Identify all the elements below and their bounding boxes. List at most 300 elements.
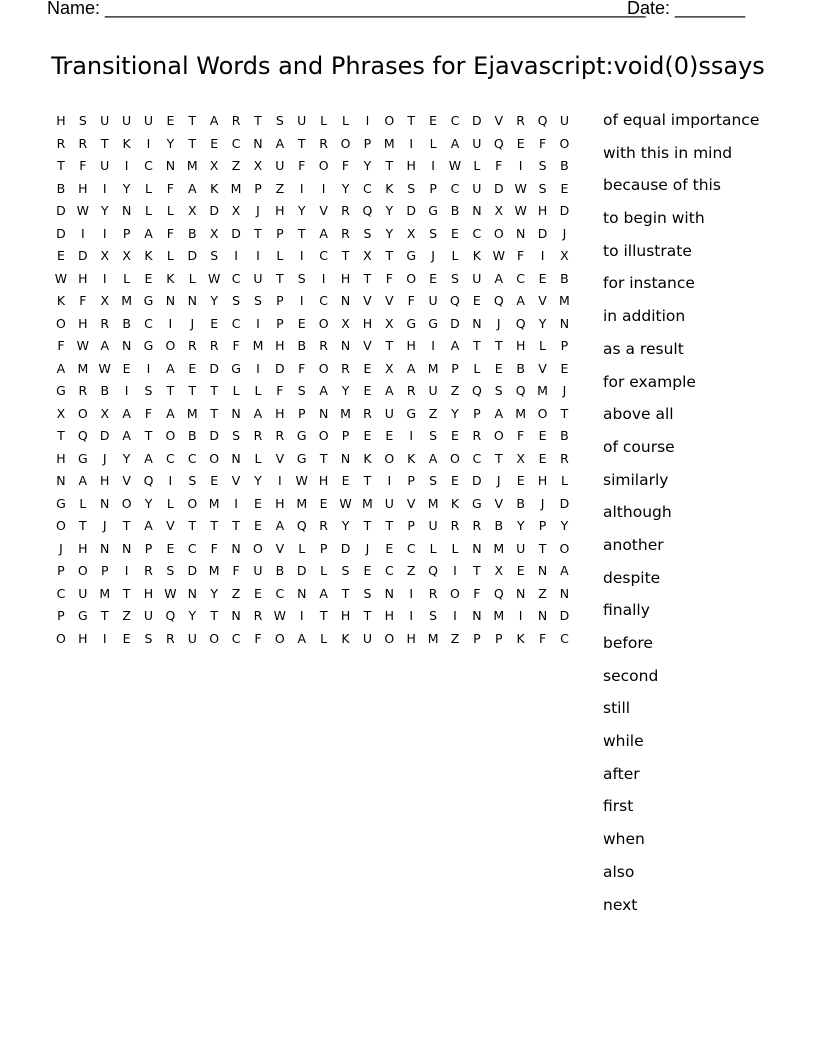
grid-letter[interactable]: R (341, 360, 350, 376)
grid-letter[interactable]: V (406, 495, 416, 511)
grid-letter[interactable]: L (232, 383, 240, 398)
grid-letter[interactable]: D (472, 473, 482, 488)
grid-letter[interactable]: C (363, 180, 372, 196)
grid-letter[interactable]: C (406, 540, 416, 556)
grid-letter[interactable]: N (165, 158, 176, 173)
grid-letter[interactable]: E (210, 315, 219, 331)
grid-letter[interactable]: K (341, 630, 350, 646)
grid-letter[interactable]: L (560, 473, 568, 488)
grid-letter[interactable]: E (560, 180, 569, 196)
grid-letter[interactable]: E (363, 428, 372, 443)
grid-letter[interactable]: D (406, 203, 417, 218)
grid-letter[interactable]: U (428, 518, 438, 533)
grid-letter[interactable]: O (406, 270, 417, 286)
grid-letter[interactable]: O (274, 630, 285, 646)
grid-letter[interactable]: K (516, 630, 525, 646)
grid-letter[interactable]: X (231, 203, 241, 218)
grid-letter[interactable]: N (121, 203, 132, 218)
grid-letter[interactable]: T (188, 518, 197, 533)
grid-letter[interactable]: G (296, 428, 307, 443)
grid-letter[interactable]: M (427, 630, 439, 646)
grid-letter[interactable]: U (297, 113, 307, 128)
grid-letter[interactable]: G (56, 383, 66, 398)
grid-letter[interactable]: L (166, 203, 174, 218)
grid-letter[interactable]: U (143, 608, 154, 623)
grid-letter[interactable]: M (340, 405, 351, 421)
grid-letter[interactable]: D (209, 428, 219, 443)
grid-letter[interactable]: R (209, 338, 219, 353)
grid-letter[interactable]: T (122, 518, 131, 533)
grid-letter[interactable]: Q (428, 563, 438, 578)
grid-letter[interactable]: T (254, 113, 262, 128)
grid-letter[interactable]: V (494, 495, 504, 511)
grid-letter[interactable]: O (187, 495, 198, 511)
grid-letter[interactable]: H (406, 338, 416, 353)
grid-letter[interactable]: Z (450, 630, 460, 646)
grid-letter[interactable]: O (56, 630, 66, 646)
grid-letter[interactable]: K (363, 450, 372, 466)
grid-letter[interactable]: S (253, 293, 262, 308)
grid-letter[interactable]: I (409, 428, 414, 443)
grid-letter[interactable]: E (319, 495, 328, 511)
grid-letter[interactable]: Z (231, 158, 241, 173)
grid-letter[interactable]: I (365, 113, 370, 128)
grid-letter[interactable]: L (473, 360, 481, 376)
grid-letter[interactable]: V (363, 338, 372, 353)
grid-letter[interactable]: U (472, 135, 482, 151)
grid-letter[interactable]: D (340, 540, 351, 556)
grid-letter[interactable]: P (473, 630, 481, 646)
grid-letter[interactable]: G (143, 293, 154, 308)
grid-letter[interactable]: O (165, 428, 176, 443)
grid-letter[interactable]: O (450, 450, 460, 466)
grid-letter[interactable]: E (516, 473, 525, 488)
grid-letter[interactable]: H (362, 315, 373, 331)
grid-letter[interactable]: I (102, 630, 107, 646)
grid-letter[interactable]: Z (450, 383, 460, 398)
grid-letter[interactable]: H (143, 585, 154, 601)
grid-letter[interactable]: E (560, 360, 569, 376)
grid-letter[interactable]: M (77, 360, 89, 376)
grid-letter[interactable]: E (210, 135, 219, 151)
grid-letter[interactable]: A (209, 113, 219, 128)
grid-letter[interactable]: P (144, 540, 153, 556)
grid-letter[interactable]: Q (450, 293, 460, 308)
grid-letter[interactable]: T (560, 405, 569, 421)
grid-letter[interactable]: W (295, 473, 308, 488)
grid-letter[interactable]: T (363, 473, 372, 488)
grid-letter[interactable]: C (450, 113, 460, 128)
grid-letter[interactable]: R (472, 428, 482, 443)
grid-letter[interactable]: N (472, 315, 482, 331)
grid-letter[interactable]: O (340, 135, 351, 151)
grid-letter[interactable]: E (210, 473, 219, 488)
grid-letter[interactable]: D (493, 180, 504, 196)
grid-letter[interactable]: Y (188, 608, 197, 623)
grid-letter[interactable]: W (98, 360, 111, 376)
grid-letter[interactable]: E (56, 248, 65, 263)
grid-letter[interactable]: T (297, 225, 306, 241)
grid-letter[interactable]: T (254, 225, 262, 241)
grid-letter[interactable]: I (146, 135, 151, 151)
grid-letter[interactable]: Y (122, 180, 131, 196)
grid-letter[interactable]: A (166, 360, 175, 376)
grid-letter[interactable]: X (100, 405, 110, 421)
grid-letter[interactable]: F (79, 158, 87, 173)
grid-letter[interactable]: R (78, 135, 88, 151)
grid-letter[interactable]: F (407, 293, 415, 308)
grid-letter[interactable]: M (559, 293, 570, 308)
grid-letter[interactable]: I (518, 608, 523, 623)
grid-letter[interactable]: D (559, 203, 570, 218)
grid-letter[interactable]: D (450, 315, 460, 331)
grid-letter[interactable]: J (562, 225, 567, 241)
grid-letter[interactable]: E (472, 293, 481, 308)
grid-letter[interactable]: F (495, 158, 503, 173)
grid-letter[interactable]: Q (537, 113, 548, 128)
grid-letter[interactable]: W (339, 495, 352, 511)
grid-letter[interactable]: P (57, 563, 65, 578)
grid-letter[interactable]: S (494, 383, 503, 398)
grid-letter[interactable]: N (515, 585, 526, 601)
grid-letter[interactable]: F (166, 225, 174, 241)
grid-letter[interactable]: H (275, 203, 285, 218)
grid-letter[interactable]: C (384, 563, 394, 578)
grid-letter[interactable]: P (254, 180, 262, 196)
grid-letter[interactable]: T (363, 270, 372, 286)
grid-letter[interactable]: P (276, 293, 284, 308)
grid-letter[interactable]: I (431, 158, 435, 173)
grid-letter[interactable]: R (253, 428, 263, 443)
grid-letter[interactable]: P (407, 473, 415, 488)
grid-letter[interactable]: G (428, 203, 438, 218)
grid-letter[interactable]: N (537, 563, 548, 578)
grid-letter[interactable]: N (515, 225, 526, 241)
grid-letter[interactable]: N (472, 540, 482, 556)
grid-letter[interactable]: O (318, 158, 329, 173)
grid-letter[interactable]: B (516, 360, 525, 376)
grid-letter[interactable]: K (122, 135, 131, 151)
grid-letter[interactable]: L (539, 338, 547, 353)
grid-letter[interactable]: L (451, 248, 459, 263)
grid-letter[interactable]: J (190, 315, 195, 331)
grid-letter[interactable]: G (77, 608, 88, 623)
grid-letter[interactable]: J (102, 518, 107, 533)
grid-letter[interactable]: N (472, 203, 482, 218)
grid-letter[interactable]: B (56, 180, 66, 196)
grid-letter[interactable]: T (538, 540, 547, 556)
grid-letter[interactable]: T (494, 338, 503, 353)
grid-letter[interactable]: M (493, 608, 505, 623)
grid-letter[interactable]: T (407, 113, 416, 128)
grid-letter[interactable]: I (387, 473, 392, 488)
grid-letter[interactable]: I (168, 473, 173, 488)
grid-letter[interactable]: M (383, 135, 395, 151)
grid-letter[interactable]: H (78, 315, 88, 331)
grid-letter[interactable]: X (494, 563, 504, 578)
grid-letter[interactable]: R (319, 518, 328, 533)
grid-letter[interactable]: O (493, 225, 504, 241)
grid-letter[interactable]: U (472, 270, 482, 286)
grid-letter[interactable]: P (276, 225, 284, 241)
grid-letter[interactable]: Y (538, 315, 547, 331)
grid-letter[interactable]: M (296, 495, 308, 511)
grid-letter[interactable]: S (232, 428, 241, 443)
grid-letter[interactable]: Z (538, 585, 547, 601)
grid-letter[interactable]: T (385, 338, 394, 353)
grid-letter[interactable]: A (560, 563, 569, 578)
grid-letter[interactable]: F (144, 405, 153, 421)
grid-letter[interactable]: J (256, 203, 260, 218)
grid-letter[interactable]: E (494, 360, 503, 376)
grid-letter[interactable]: T (100, 608, 109, 623)
grid-letter[interactable]: D (559, 608, 570, 623)
grid-letter[interactable]: G (77, 450, 88, 466)
grid-letter[interactable]: F (473, 585, 481, 601)
grid-letter[interactable]: I (102, 270, 107, 286)
grid-letter[interactable]: L (342, 113, 349, 128)
grid-letter[interactable]: I (518, 158, 523, 173)
grid-letter[interactable]: I (321, 180, 326, 196)
grid-letter[interactable]: Q (471, 383, 482, 398)
grid-letter[interactable]: A (144, 450, 153, 466)
grid-letter[interactable]: T (473, 563, 481, 578)
grid-letter[interactable]: C (144, 158, 153, 173)
grid-letter[interactable]: A (144, 518, 153, 533)
grid-letter[interactable]: P (297, 405, 306, 421)
grid-letter[interactable]: S (341, 563, 350, 578)
grid-letter[interactable]: E (144, 270, 153, 286)
grid-letter[interactable]: U (143, 113, 154, 128)
grid-letter[interactable]: C (319, 248, 328, 263)
grid-letter[interactable]: J (540, 495, 545, 511)
grid-letter[interactable]: S (144, 383, 153, 398)
grid-letter[interactable]: S (144, 630, 153, 646)
grid-letter[interactable]: S (429, 225, 438, 241)
grid-letter[interactable]: V (538, 293, 547, 308)
grid-letter[interactable]: D (559, 495, 570, 511)
grid-letter[interactable]: X (209, 158, 219, 173)
grid-letter[interactable]: Y (166, 135, 175, 151)
grid-letter[interactable]: T (210, 383, 218, 398)
grid-letter[interactable]: E (188, 360, 197, 376)
grid-letter[interactable]: H (56, 113, 66, 128)
grid-letter[interactable]: H (78, 540, 88, 556)
grid-letter[interactable]: N (187, 293, 197, 308)
grid-letter[interactable]: I (124, 563, 129, 578)
grid-letter[interactable]: U (78, 585, 88, 601)
grid-letter[interactable]: T (188, 113, 197, 128)
grid-letter[interactable]: J (365, 540, 370, 556)
grid-letter[interactable]: X (341, 315, 350, 331)
grid-letter[interactable]: W (448, 158, 462, 173)
grid-letter[interactable]: H (406, 158, 416, 173)
grid-letter[interactable]: E (363, 360, 372, 376)
grid-letter[interactable]: G (406, 248, 417, 263)
grid-letter[interactable]: K (56, 293, 66, 308)
grid-letter[interactable]: A (319, 383, 328, 398)
grid-letter[interactable]: V (231, 473, 241, 488)
grid-letter[interactable]: Y (363, 158, 372, 173)
grid-letter[interactable]: I (278, 473, 282, 488)
grid-letter[interactable]: C (231, 135, 241, 151)
grid-letter[interactable]: A (188, 180, 197, 196)
grid-letter[interactable]: H (78, 630, 88, 646)
grid-letter[interactable]: N (384, 585, 394, 601)
grid-letter[interactable]: E (538, 428, 547, 443)
grid-letter[interactable]: Y (341, 383, 350, 398)
grid-letter[interactable]: K (144, 248, 153, 263)
grid-letter[interactable]: L (320, 563, 328, 578)
grid-letter[interactable]: E (254, 585, 262, 601)
grid-letter[interactable]: R (100, 315, 110, 331)
grid-letter[interactable]: F (232, 338, 240, 353)
grid-letter[interactable]: A (297, 630, 307, 646)
grid-letter[interactable]: I (409, 608, 414, 623)
grid-letter[interactable]: U (384, 405, 394, 421)
grid-letter[interactable]: W (207, 270, 221, 286)
grid-letter[interactable]: U (122, 113, 132, 128)
grid-letter[interactable]: B (122, 315, 131, 331)
grid-letter[interactable]: E (385, 428, 394, 443)
grid-letter[interactable]: X (363, 248, 372, 263)
grid-letter[interactable]: D (537, 225, 548, 241)
grid-letter[interactable]: X (100, 293, 110, 308)
grid-letter[interactable]: C (231, 630, 241, 646)
grid-letter[interactable]: T (297, 135, 306, 151)
grid-letter[interactable]: D (56, 225, 66, 241)
grid-letter[interactable]: N (231, 450, 241, 466)
grid-letter[interactable]: A (122, 405, 131, 421)
grid-letter[interactable]: N (559, 585, 570, 601)
grid-letter[interactable]: L (254, 383, 262, 398)
grid-letter[interactable]: O (559, 540, 570, 556)
grid-letter[interactable]: H (340, 270, 351, 286)
grid-letter[interactable]: L (254, 450, 262, 466)
grid-letter[interactable]: I (431, 338, 435, 353)
grid-letter[interactable]: U (100, 158, 110, 173)
grid-letter[interactable]: U (559, 113, 569, 128)
grid-letter[interactable]: O (450, 585, 460, 601)
grid-letter[interactable]: W (76, 338, 90, 353)
grid-letter[interactable]: E (429, 113, 438, 128)
grid-letter[interactable]: O (537, 405, 548, 421)
grid-letter[interactable]: D (231, 225, 241, 241)
grid-letter[interactable]: N (253, 135, 263, 151)
grid-letter[interactable]: Q (296, 518, 307, 533)
grid-letter[interactable]: N (100, 540, 110, 556)
grid-letter[interactable]: C (187, 450, 197, 466)
grid-letter[interactable]: S (538, 180, 547, 196)
grid-letter[interactable]: K (210, 180, 219, 196)
grid-letter[interactable]: U (187, 630, 197, 646)
grid-letter[interactable]: E (516, 563, 525, 578)
grid-letter[interactable]: Y (516, 518, 525, 533)
grid-letter[interactable]: N (56, 473, 66, 488)
grid-letter[interactable]: S (363, 585, 372, 601)
grid-letter[interactable]: X (100, 248, 110, 263)
grid-letter[interactable]: Z (275, 180, 285, 196)
grid-letter[interactable]: T (210, 405, 218, 421)
grid-letter[interactable]: O (559, 135, 570, 151)
grid-letter[interactable]: S (166, 563, 175, 578)
grid-letter[interactable]: Q (362, 203, 373, 218)
grid-letter[interactable]: E (538, 450, 547, 466)
grid-letter[interactable]: U (384, 495, 394, 511)
grid-letter[interactable]: S (188, 473, 197, 488)
grid-letter[interactable]: I (102, 180, 107, 196)
grid-letter[interactable]: H (318, 473, 329, 488)
grid-letter[interactable]: G (406, 315, 417, 331)
grid-letter[interactable]: S (429, 428, 438, 443)
grid-letter[interactable]: A (253, 405, 263, 421)
grid-letter[interactable]: L (451, 540, 459, 556)
grid-letter[interactable]: Z (231, 585, 241, 601)
grid-letter[interactable]: A (428, 450, 438, 466)
grid-letter[interactable]: N (340, 450, 351, 466)
grid-letter[interactable]: D (472, 113, 482, 128)
grid-letter[interactable]: I (299, 180, 304, 196)
grid-letter[interactable]: N (231, 608, 241, 623)
grid-letter[interactable]: L (429, 540, 437, 556)
grid-letter[interactable]: A (494, 270, 504, 286)
grid-letter[interactable]: L (123, 270, 131, 286)
grid-letter[interactable]: S (538, 158, 547, 173)
grid-letter[interactable]: I (102, 225, 107, 241)
grid-letter[interactable]: T (188, 383, 197, 398)
grid-letter[interactable]: C (231, 270, 241, 286)
grid-letter[interactable]: G (296, 450, 307, 466)
grid-letter[interactable]: C (472, 225, 482, 241)
grid-letter[interactable]: X (406, 225, 416, 241)
grid-letter[interactable]: V (122, 473, 131, 488)
grid-letter[interactable]: I (256, 248, 260, 263)
grid-letter[interactable]: A (122, 428, 131, 443)
grid-letter[interactable]: A (275, 518, 285, 533)
grid-letter[interactable]: T (363, 518, 372, 533)
grid-letter[interactable]: L (298, 540, 306, 556)
grid-letter[interactable]: Y (122, 450, 131, 466)
grid-letter[interactable]: C (319, 293, 328, 308)
grid-letter[interactable]: P (363, 135, 372, 151)
grid-letter[interactable]: Y (210, 293, 218, 308)
grid-letter[interactable]: Q (493, 135, 504, 151)
grid-letter[interactable]: T (79, 518, 87, 533)
grid-letter[interactable]: M (208, 563, 220, 578)
grid-letter[interactable]: Q (493, 585, 504, 601)
grid-letter[interactable]: I (299, 608, 304, 623)
grid-letter[interactable]: K (450, 495, 460, 511)
grid-letter[interactable]: E (516, 135, 525, 151)
grid-letter[interactable]: A (319, 585, 328, 601)
grid-letter[interactable]: D (187, 563, 198, 578)
grid-letter[interactable]: U (275, 158, 285, 173)
grid-letter[interactable]: R (166, 630, 175, 646)
grid-letter[interactable]: E (538, 270, 547, 286)
grid-letter[interactable]: M (121, 293, 133, 308)
grid-letter[interactable]: T (385, 158, 394, 173)
grid-letter[interactable]: M (208, 495, 220, 511)
grid-letter[interactable]: T (100, 135, 109, 151)
grid-letter[interactable]: T (57, 428, 65, 443)
grid-letter[interactable]: Z (428, 405, 438, 421)
grid-letter[interactable]: L (166, 495, 174, 511)
grid-letter[interactable]: L (188, 270, 196, 286)
grid-letter[interactable]: O (209, 450, 220, 466)
grid-letter[interactable]: T (341, 585, 350, 601)
grid-letter[interactable]: E (363, 383, 372, 398)
grid-letter[interactable]: F (538, 135, 547, 151)
